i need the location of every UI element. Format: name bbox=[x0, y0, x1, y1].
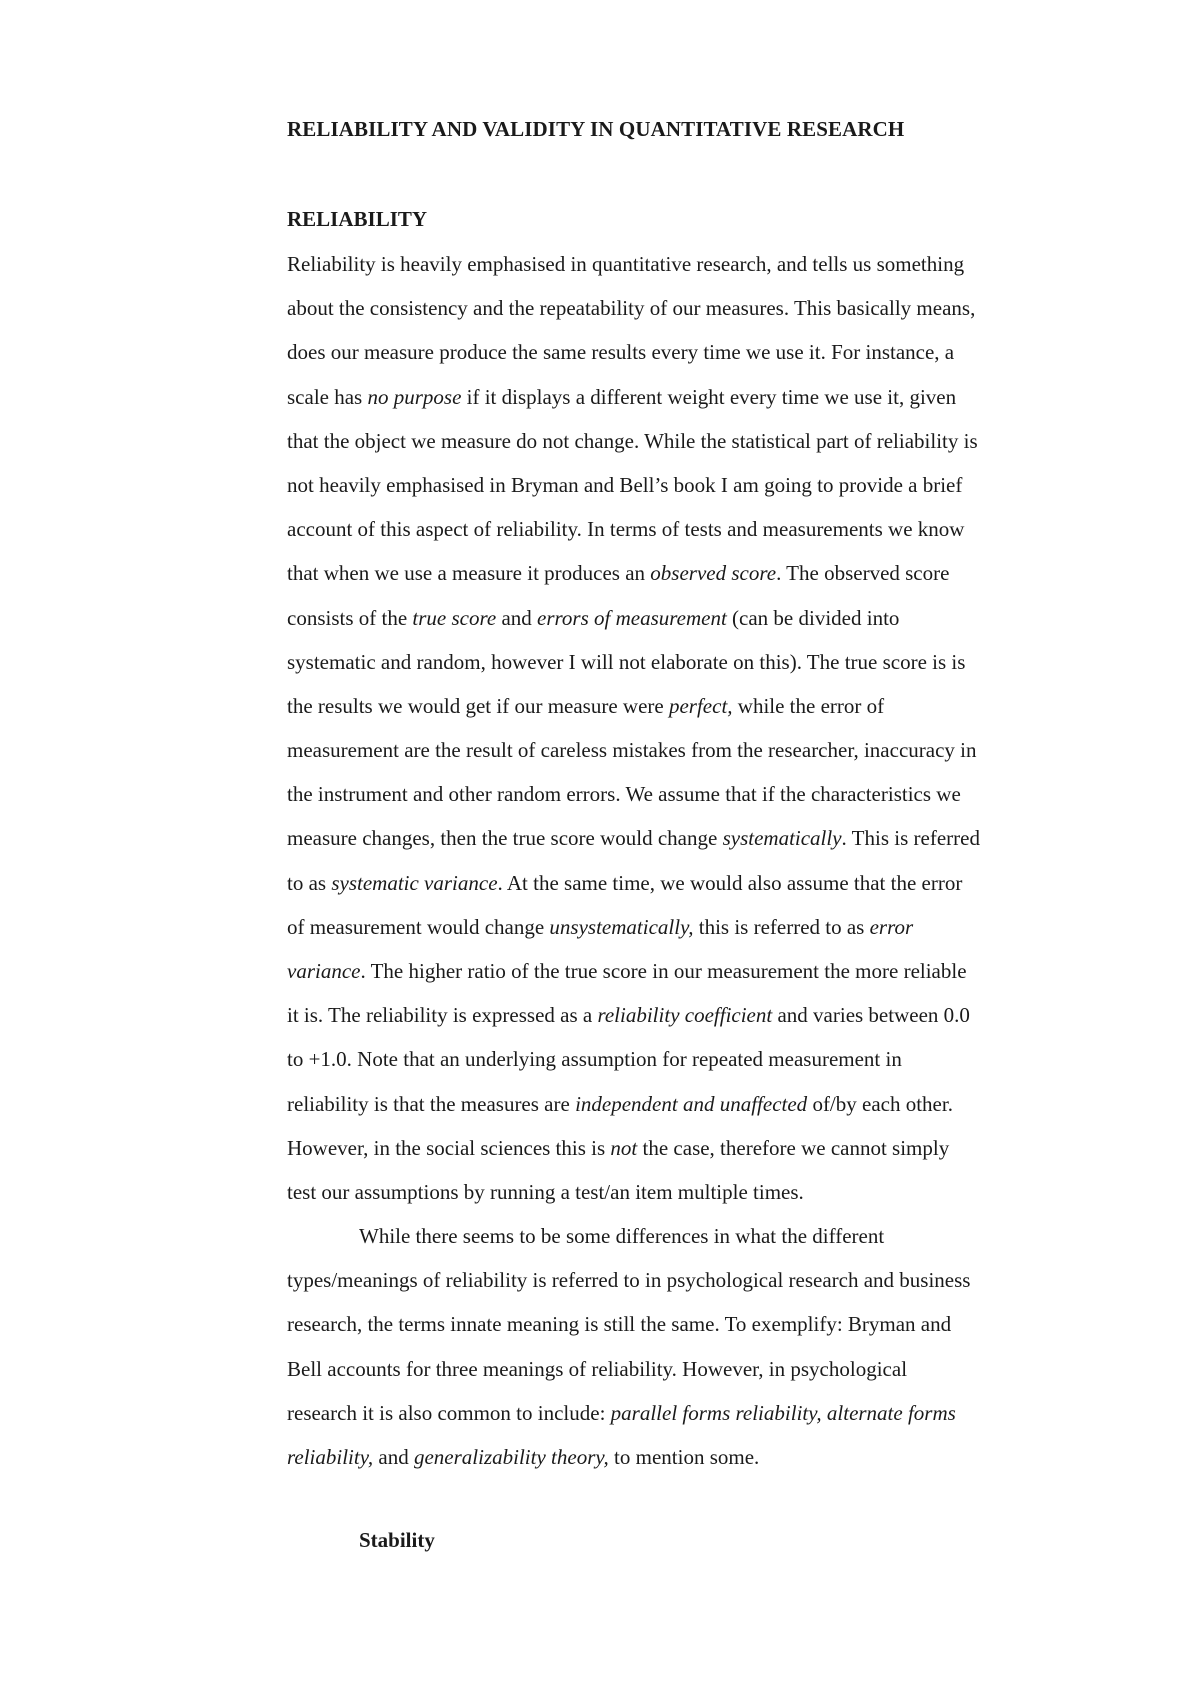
text-run: that when we use a measure it produces an bbox=[287, 561, 651, 586]
text-line bbox=[287, 640, 1107, 684]
italic-text: perfect, bbox=[668, 693, 733, 718]
text-line bbox=[287, 905, 1107, 949]
paragraph-1 bbox=[287, 242, 1107, 1214]
text-run: test our assumptions by running a test/an item multiple times. bbox=[287, 1179, 804, 1204]
text-run: scale has bbox=[287, 384, 368, 409]
text-run: about the consistency and the repeatability of our measures. This basically means, bbox=[287, 296, 976, 321]
text-line bbox=[287, 993, 1107, 1037]
text-run: research, the terms innate meaning is still the same. To exemplify: Bryman and bbox=[287, 1312, 952, 1337]
text-run: to as bbox=[287, 870, 332, 895]
text-line bbox=[287, 1435, 1107, 1479]
italic-text: reliability coefficient bbox=[597, 1003, 773, 1028]
italic-text: systematic variance bbox=[331, 870, 498, 895]
text-line bbox=[287, 419, 1107, 463]
text-line bbox=[287, 330, 1107, 374]
text-run: the results we would get if our measure were bbox=[287, 693, 669, 718]
text-run: measurement are the result of careless mistakes from the researcher, inaccuracy in bbox=[287, 738, 977, 763]
text-line bbox=[287, 1126, 1107, 1170]
text-line bbox=[287, 463, 1107, 507]
text-line bbox=[287, 816, 1107, 860]
document-title: RELIABILITY AND VALIDITY IN QUANTITATIVE RESEARCH bbox=[287, 117, 905, 141]
text-run: While there seems to be some differences in what the different bbox=[359, 1224, 885, 1248]
text-run: (can be divided into bbox=[726, 605, 900, 630]
italic-text: reliability, bbox=[287, 1444, 374, 1469]
text-line bbox=[287, 1037, 1107, 1081]
text-run: and varies between 0.0 bbox=[772, 1003, 970, 1028]
text-run: the instrument and other random errors. We assume that if the characteristics we bbox=[287, 782, 961, 807]
text-line bbox=[287, 507, 1107, 551]
italic-text: unsystematically, bbox=[549, 914, 694, 939]
text-run: it is. The reliability is expressed as a bbox=[287, 1003, 598, 1028]
text-run: systematic and random, however I will not elaborate on this). The true score is is bbox=[287, 649, 966, 674]
text-line bbox=[287, 1347, 1107, 1391]
italic-text: no purpose bbox=[367, 384, 462, 409]
text-run: types/meanings of reliability is referred to in psychological research and business bbox=[287, 1268, 971, 1293]
italic-text: observed score bbox=[650, 561, 777, 586]
text-run: of measurement would change bbox=[287, 914, 550, 939]
text-run: However, in the social sciences this is bbox=[287, 1135, 611, 1160]
italic-text: variance bbox=[287, 959, 361, 983]
text-line bbox=[287, 242, 1107, 286]
text-line bbox=[287, 728, 1107, 772]
text-line bbox=[287, 772, 1107, 816]
text-run: of/by each other. bbox=[807, 1091, 953, 1116]
text-run: does our measure produce the same results every time we use it. For instance, a bbox=[287, 340, 955, 365]
text-run: to +1.0. Note that an underlying assumption for repeated measurement in bbox=[287, 1047, 902, 1072]
text-run: . This is referred bbox=[841, 826, 980, 851]
text-run: while the error of bbox=[732, 693, 885, 718]
text-line bbox=[287, 1302, 1107, 1346]
text-run: Bell accounts for three meanings of reliability. However, in psychological bbox=[287, 1356, 908, 1381]
text-line bbox=[287, 1170, 1107, 1214]
text-run: and bbox=[373, 1444, 414, 1469]
text-line bbox=[287, 949, 1107, 993]
text-run: Reliability is heavily emphasised in quantitative research, and tells us something bbox=[287, 252, 965, 276]
subheading-stability: Stability bbox=[359, 1528, 435, 1552]
paragraph-2 bbox=[287, 1214, 1107, 1479]
text-line bbox=[287, 551, 1107, 595]
section-heading-reliability: RELIABILITY bbox=[287, 207, 428, 231]
text-line bbox=[287, 596, 1107, 640]
italic-text: systematically bbox=[722, 826, 842, 851]
text-run: . The observed score bbox=[776, 561, 950, 586]
text-run: reliability is that the measures are bbox=[287, 1091, 576, 1116]
text-run: this is referred to as bbox=[693, 914, 870, 939]
text-line bbox=[287, 1391, 1107, 1435]
text-line bbox=[287, 1214, 1107, 1258]
italic-text: errors of measurement bbox=[537, 605, 727, 630]
text-run: to mention some. bbox=[608, 1444, 760, 1469]
text-run: and bbox=[496, 605, 538, 630]
italic-text: true score bbox=[412, 605, 497, 630]
text-run: that the object we measure do not change. While the statistical part of reliability is bbox=[287, 428, 978, 453]
text-line bbox=[287, 1258, 1107, 1302]
text-run: . At the same time, we would also assume that the error bbox=[497, 870, 963, 895]
text-run: account of this aspect of reliability. In terms of tests and measurements we know bbox=[287, 517, 965, 542]
text-line bbox=[287, 861, 1107, 905]
italic-text: generalizability theory, bbox=[413, 1444, 609, 1469]
italic-text: independent and unaffected bbox=[575, 1091, 808, 1116]
text-run: the case, therefore we cannot simply bbox=[637, 1135, 950, 1160]
text-line bbox=[287, 286, 1107, 330]
text-run: not heavily emphasised in Bryman and Bell’s book I am going to provide a brief bbox=[287, 472, 963, 497]
text-line bbox=[287, 684, 1107, 728]
text-run: if it displays a different weight every time we use it, given bbox=[461, 384, 957, 409]
text-line bbox=[287, 375, 1107, 419]
text-run: consists of the bbox=[287, 605, 413, 630]
text-run: measure changes, then the true score would change bbox=[287, 826, 723, 851]
text-run: research it is also common to include: bbox=[287, 1400, 611, 1425]
text-run: . The higher ratio of the true score in our measurement the more reliable bbox=[360, 959, 967, 983]
italic-text: not bbox=[610, 1135, 638, 1160]
italic-text: parallel forms reliability, alternate forms bbox=[610, 1400, 956, 1425]
italic-text: error bbox=[869, 914, 914, 939]
text-line bbox=[287, 1082, 1107, 1126]
